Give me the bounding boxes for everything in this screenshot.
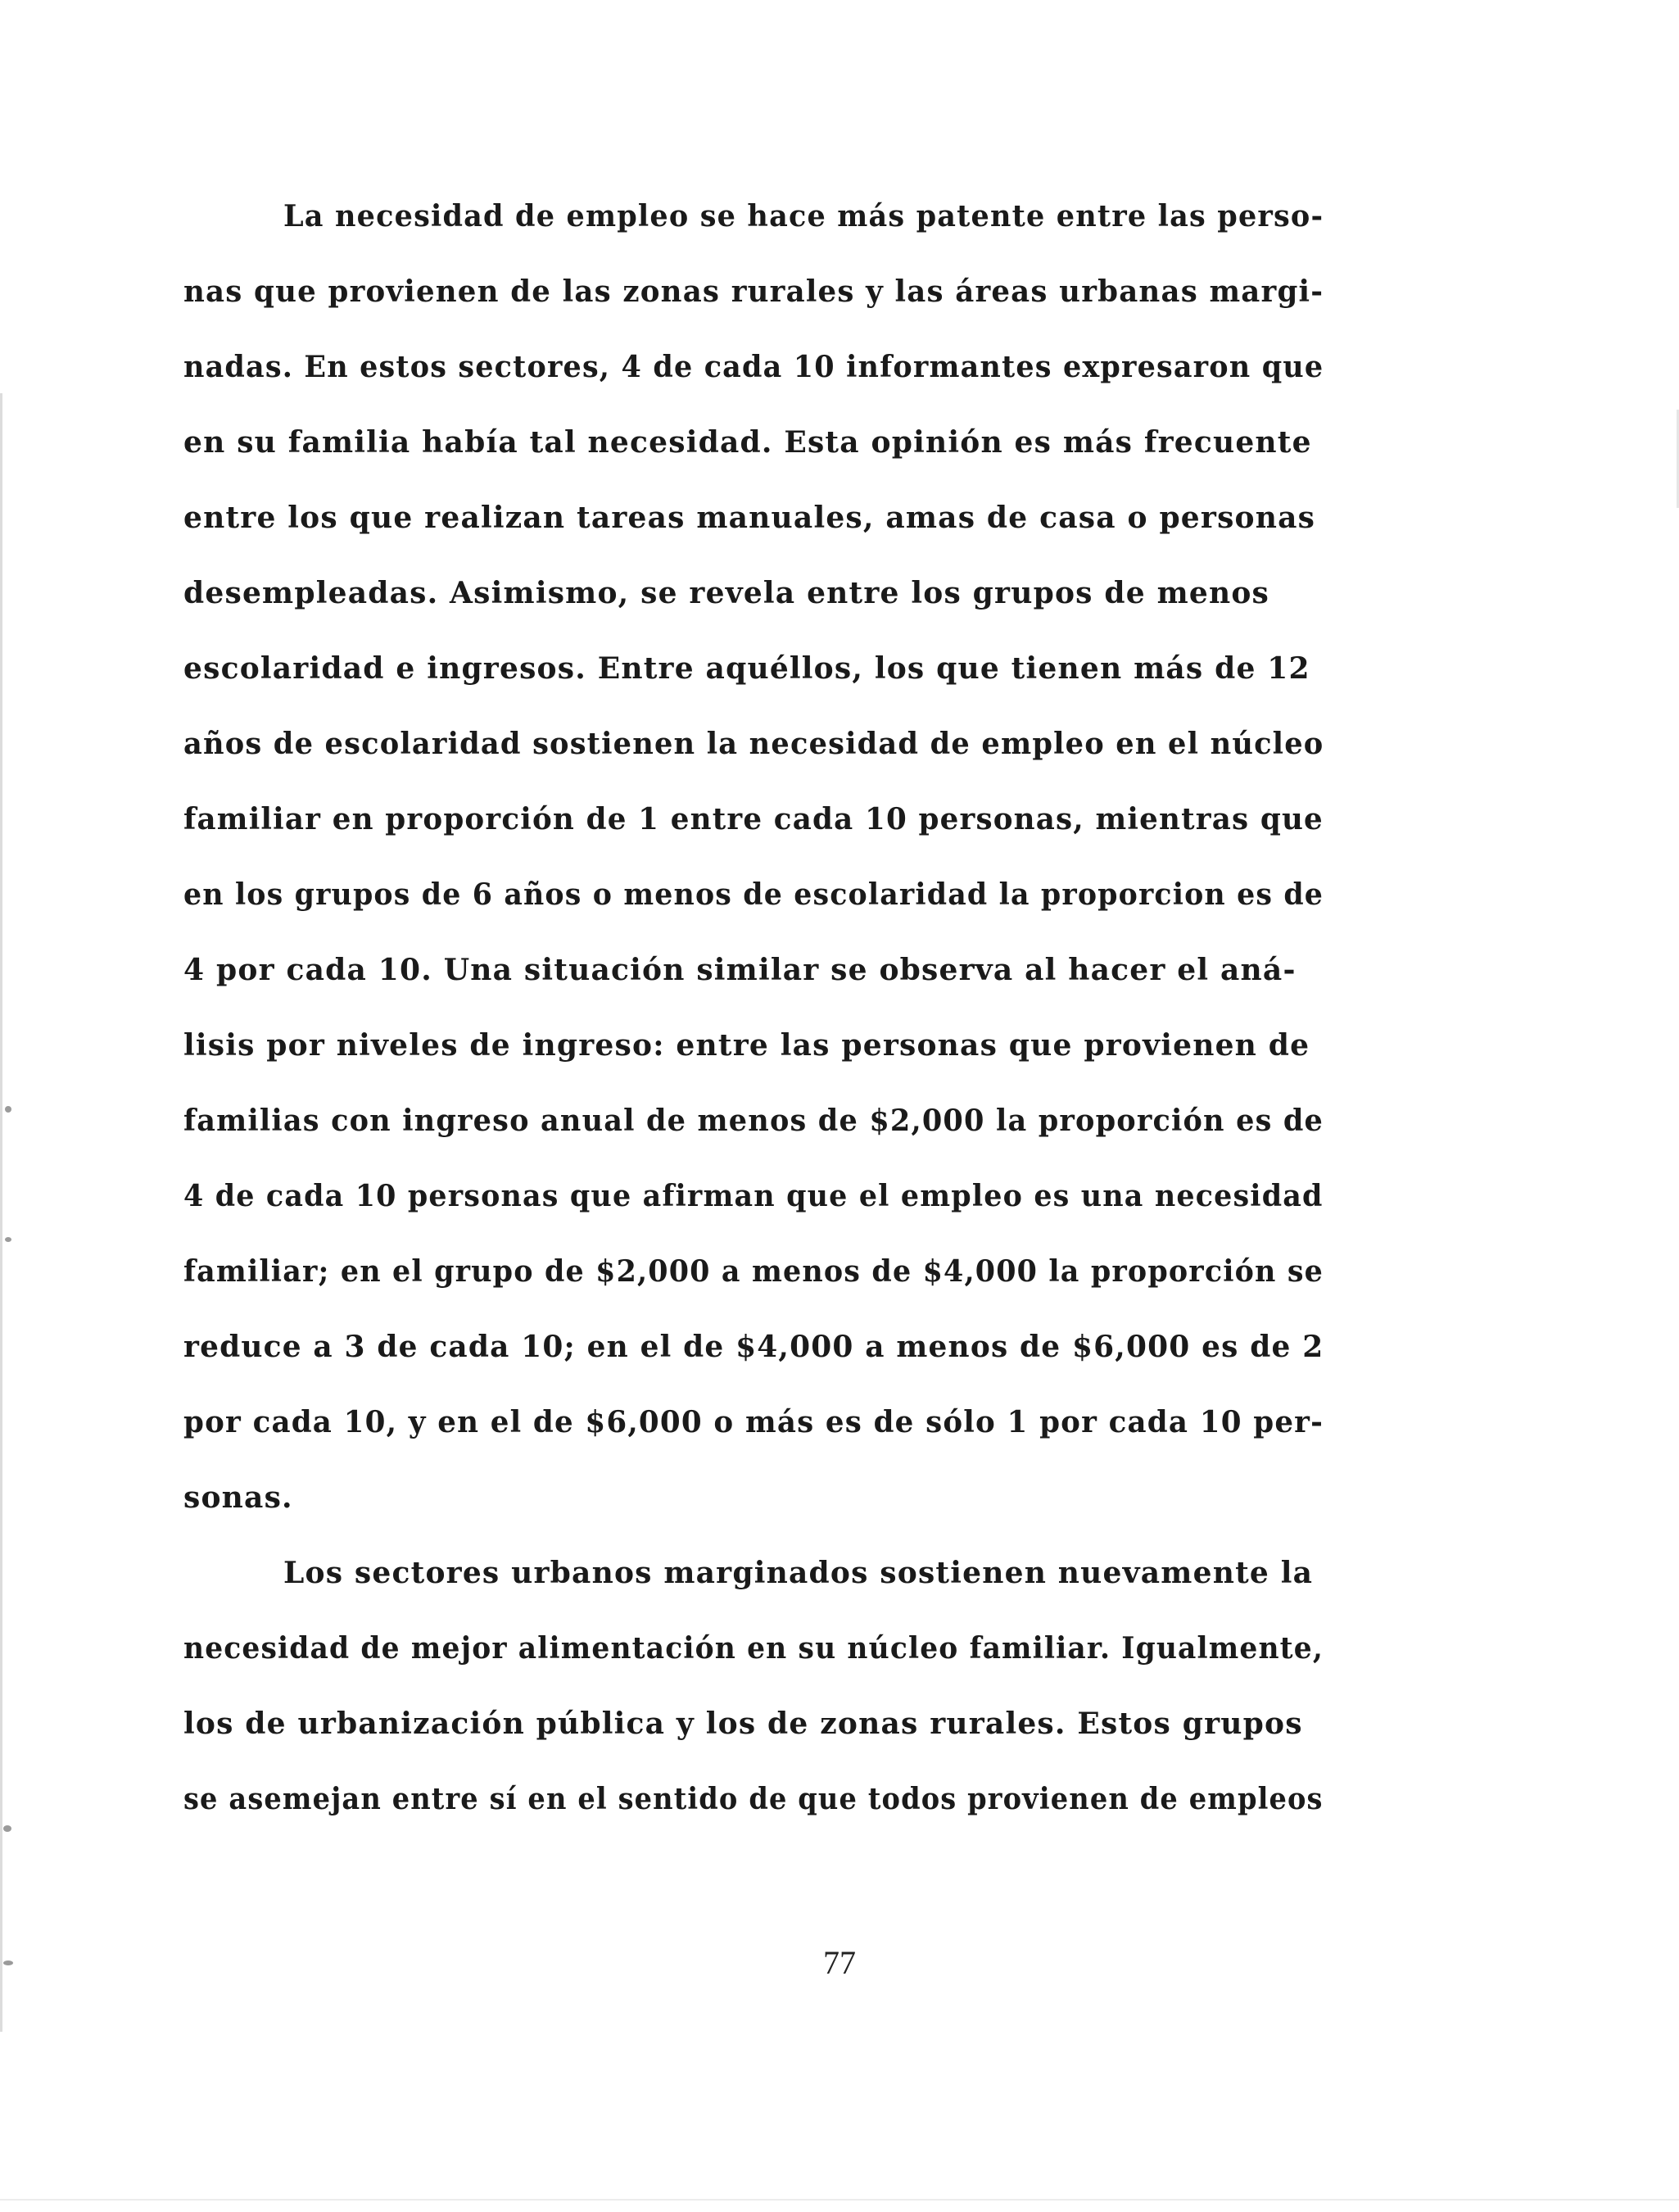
- paragraph-line: nas que provienen de las zonas rurales y las áreas urbanas margi-: [183, 274, 1324, 309]
- paragraph-line: familias con ingreso anual de menos de $2,000 la proporción es de: [183, 1104, 1324, 1138]
- paragraph-line: se asemejan entre sí en el sentido de que todos provienen de empleos: [183, 1782, 1324, 1816]
- scan-speck: [5, 1106, 11, 1113]
- scan-bottom-edge: [0, 2199, 1679, 2201]
- paragraph-line: sonas.: [183, 1480, 293, 1515]
- paragraph-line: años de escolaridad sostienen la necesidad de empleo en el núcleo: [183, 727, 1324, 761]
- paragraph-line: familiar en proporción de 1 entre cada 10 personas, mientras que: [183, 802, 1324, 836]
- paragraph-line: lisis por niveles de ingreso: entre las personas que provienen de: [183, 1028, 1310, 1063]
- paragraph-line: Los sectores urbanos marginados sostienen nuevamente la: [283, 1556, 1314, 1590]
- paragraph-line: por cada 10, y en el de $6,000 o más es de sólo 1 por cada 10 per-: [183, 1405, 1324, 1439]
- paragraph-line: los de urbanización pública y los de zonas rurales. Estos grupos: [183, 1707, 1303, 1741]
- paragraph-line: familiar; en el grupo de $2,000 a menos de $4,000 la proporción se: [183, 1254, 1324, 1289]
- paragraph-line: 4 por cada 10. Una situación similar se observa al hacer el aná-: [183, 953, 1297, 987]
- paragraph-line: en su familia había tal necesidad. Esta opinión es más frecuente: [183, 425, 1312, 460]
- paragraph-line: entre los que realizan tareas manuales, amas de casa o personas: [183, 501, 1316, 535]
- page-number: 77: [823, 1944, 856, 1981]
- paragraph-line: La necesidad de empleo se hace más patente entre las perso-: [283, 199, 1324, 233]
- scan-left-edge: [0, 393, 2, 2032]
- paragraph-line: desempleadas. Asimismo, se revela entre los grupos de menos: [183, 576, 1270, 610]
- paragraph-line: reduce a 3 de cada 10; en el de $4,000 a menos de $6,000 es de 2: [183, 1330, 1324, 1364]
- paragraph-line: en los grupos de 6 años o menos de escolaridad la proporcion es de: [183, 877, 1324, 912]
- scan-speck: [3, 1825, 11, 1832]
- scan-speck: [5, 1237, 11, 1242]
- paragraph-line: escolaridad e ingresos. Entre aquéllos, los que tienen más de 12: [183, 651, 1310, 686]
- paragraph-line: necesidad de mejor alimentación en su núcleo familiar. Igualmente,: [183, 1631, 1324, 1666]
- paragraph-line: nadas. En estos sectores, 4 de cada 10 informantes expresaron que: [183, 350, 1324, 384]
- paragraph-line: 4 de cada 10 personas que afirman que el empleo es una necesidad: [183, 1179, 1324, 1213]
